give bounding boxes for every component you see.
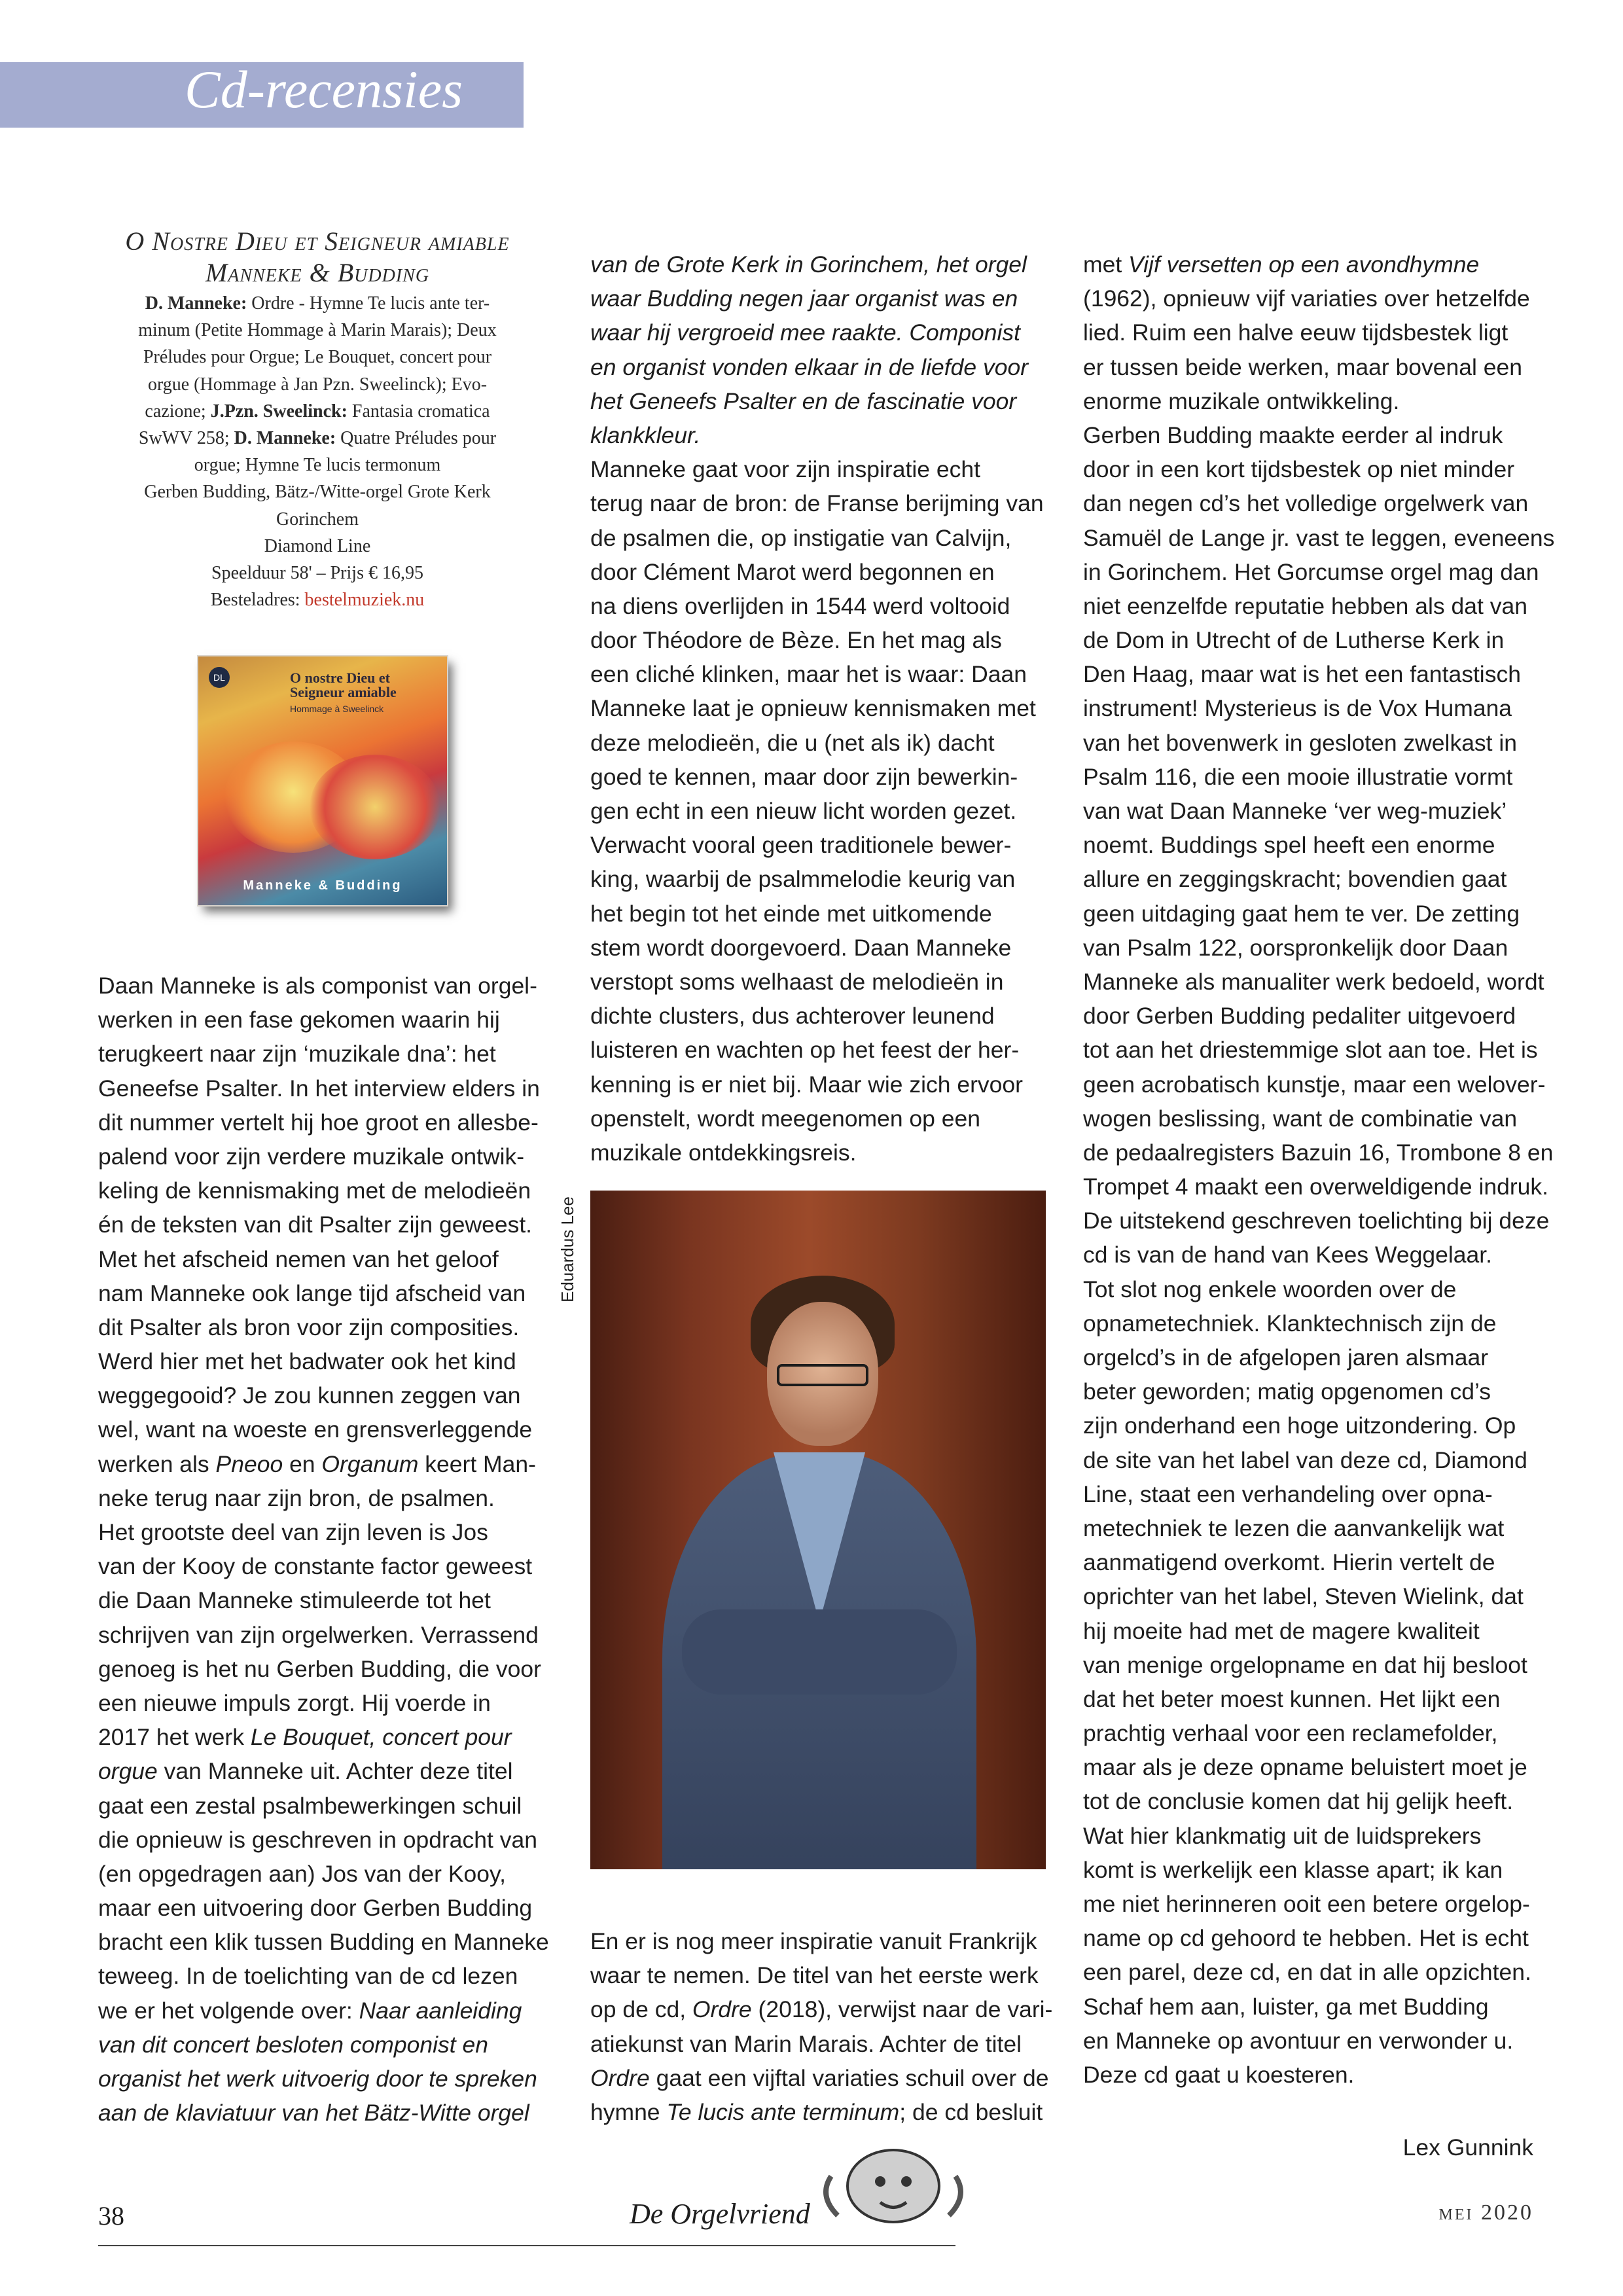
text-line: klankkleur. (590, 422, 701, 448)
text-line: openstelt, wordt meegenomen op een (590, 1105, 981, 1132)
text-line: Den Haag, maar wat is het een fantastisch (1083, 661, 1521, 688)
text-line: dit nummer vertelt hij hoe groot en allesbe- (98, 1109, 539, 1136)
text-line: Daan Manneke is als componist van orgel- (98, 973, 537, 999)
text-line: wogen beslissing, want de combinatie van (1083, 1105, 1518, 1132)
cover-artist: Manneke & Budding (243, 878, 402, 893)
text-line: we er het volgende over: Naar aanleiding (98, 1997, 522, 2024)
text-line: dichte clusters, dus achterover leunend (590, 1003, 995, 1030)
text-line: dit Psalter als bron voor zijn composities. (98, 1314, 520, 1340)
text-line: muzikale ontdekkingsreis. (590, 1139, 857, 1166)
text-line: in Gorinchem. Het Gorcumse orgel mag dan (1083, 558, 1539, 585)
text-line: Manneke gaat voor zijn inspiratie echt (590, 456, 980, 483)
text-line: Schaf hem aan, luister, ga met Budding (1083, 1993, 1489, 2020)
column-2-text-top (590, 247, 1044, 1170)
text-line: atiekunst van Marin Marais. Achter de titel (590, 2030, 1022, 2057)
text-line: me niet herinneren ooit een betere orgelop- (1083, 1891, 1530, 1917)
text-line: het begin tot het einde met uitkomende (590, 900, 992, 927)
text-line: schrijven van zijn orgelwerken. Verrassend (98, 1621, 539, 1648)
text-line: werken in een fase gekomen waarin hij (98, 1007, 500, 1033)
text-line: Samuël de Lange jr. vast te leggen, eveneens (1083, 524, 1555, 551)
text-line: lied. Ruim een halve eeuw tijdsbestek ligt (1083, 319, 1508, 346)
text-line: nam Manneke ook lange tijd afscheid van (98, 1280, 526, 1306)
text-line: bracht een klik tussen Budding en Manneke (98, 1929, 549, 1956)
text-line: door Clément Marot werd begonnen en (590, 558, 995, 585)
text-line: cd is van de hand van Kees Weggelaar. (1083, 1242, 1492, 1268)
text-line: op de cd, Ordre (2018), verwijst naar de vari- (590, 1996, 1053, 2023)
cd-cover (198, 656, 447, 905)
text-line: 2017 het werk Le Bouquet, concert pour (98, 1724, 512, 1751)
text-line: maar een uitvoering door Gerben Budding (98, 1895, 533, 1922)
issue-date: mei 2020 (1438, 2200, 1533, 2225)
text-line: een cliché klinken, maar het is waar: Daan (590, 661, 1027, 688)
text-line: van de Grote Kerk in Gorinchem, het orgel (590, 251, 1027, 278)
text-line: Gerben Budding maakte eerder al indruk (1083, 422, 1503, 448)
text-line: door Théodore de Bèze. En het mag als (590, 627, 1002, 654)
text-line: hij moeite had met de magere kwaliteit (1083, 1617, 1480, 1644)
text-line: de Dom in Utrecht of de Lutherse Kerk in (1083, 627, 1505, 654)
text-line: dat het beter moest kunnen. Het lijkt een (1083, 1685, 1501, 1712)
text-line: en organist vonden elkaar in de liefde voor (590, 353, 1029, 380)
text-line: de pedaalregisters Bazuin 16, Trombone 8 en (1083, 1139, 1554, 1166)
review-title: O Nostre Dieu et Seigneur amiable Manneke & Budding (125, 226, 510, 287)
text-line: maar als je deze opname beluistert moet je (1083, 1754, 1527, 1781)
text-line: orgue van Manneke uit. Achter deze titel (98, 1758, 513, 1785)
text-line: er tussen beide werken, maar bovenal een (1083, 353, 1522, 380)
text-line: name op cd gehoord te hebben. Het is echt (1083, 1925, 1529, 1952)
text-line: oprichter van het label, Steven Wielink, dat (1083, 1583, 1524, 1610)
text-line: van wat Daan Manneke ‘ver weg-muziek’ (1083, 798, 1507, 824)
text-line: geen uitdaging gaat hem te ver. De zetting (1083, 900, 1520, 927)
text-line: Wat hier klankmatig uit de luidsprekers (1083, 1822, 1482, 1849)
text-line: stem wordt doorgevoerd. Daan Manneke (590, 934, 1012, 961)
text-line: aanmatigend overkomt. Hierin vertelt de (1083, 1549, 1495, 1576)
text-line: een parel, deze cd, en dat in alle opzichten. (1083, 1959, 1531, 1986)
magazine-name: De Orgelvriend (630, 2198, 810, 2230)
column-2-text-bottom (590, 1924, 1052, 2129)
photo-credit: Eduardus Lee (558, 1196, 577, 1302)
text-line: een nieuwe impuls zorgt. Hij voerde in (98, 1689, 491, 1716)
text-line: door Gerben Budding pedaliter uitgevoerd (1083, 1003, 1516, 1030)
text-line: Werd hier met het badwater ook het kind (98, 1348, 516, 1375)
text-line: door in een kort tijdsbestek op niet minder (1083, 456, 1515, 483)
text-line: terug naar de bron: de Franse berijming van (590, 490, 1044, 517)
text-line: Manneke laat je opnieuw kennismaken met (590, 695, 1036, 722)
text-line: Trompet 4 maakt een overweldigende indruk. (1083, 1174, 1549, 1200)
review-header (98, 226, 537, 613)
text-line: keling de kennismaking met de melodieën (98, 1177, 531, 1204)
text-line: wel, want na woeste en grensverleggende (98, 1416, 533, 1443)
label-logo-icon: DL (209, 667, 230, 688)
text-line: geen acrobatisch kunstje, maar een welover- (1083, 1071, 1546, 1098)
text-line: en Manneke op avontuur en verwonder u. (1083, 2027, 1514, 2054)
section-title: Cd-recensies (185, 60, 463, 119)
text-line: Psalm 116, die een mooie illustratie vormt (1083, 763, 1513, 790)
text-line: komt is werkelijk een klasse apart; ik kan (1083, 1856, 1503, 1883)
text-line: neke terug naar zijn bron, de psalmen. (98, 1484, 495, 1511)
text-line: waar hij vergroeid mee raakte. Componist (590, 319, 1021, 346)
text-line: Verwacht vooral geen traditionele bewer- (590, 832, 1012, 859)
text-line: Geneefse Psalter. In het interview elders in (98, 1075, 540, 1102)
text-line: organist het werk uitvoerig door te spreken (98, 2066, 537, 2092)
page-number: 38 (98, 2201, 124, 2231)
text-line: dan negen cd’s het volledige orgelwerk van (1083, 490, 1529, 517)
footer-divider (98, 2245, 955, 2246)
text-line: niet eenzelfde reputatie hebben als dat van (1083, 592, 1527, 619)
text-line: instrument! Mysterieus is de Vox Humana (1083, 695, 1512, 722)
cover-title: O nostre Dieu et Seigneur amiable (290, 670, 397, 700)
author-name: Lex Gunnink (1402, 2134, 1533, 2161)
text-line: En er is nog meer inspiratie vanuit Frankrijk (590, 1928, 1037, 1954)
text-line: tot aan het driestemmige slot aan toe. Het is (1083, 1037, 1538, 1064)
text-line: prachtig verhaal voor een reclamefolder, (1083, 1720, 1498, 1747)
text-line: Met het afscheid nemen van het geloof (98, 1246, 499, 1272)
text-line: De uitstekend geschreven toelichting bij deze (1083, 1208, 1550, 1234)
text-line: opnametechniek. Klanktechnisch zijn de (1083, 1310, 1497, 1336)
text-line: goed te kennen, maar door zijn bewerkin- (590, 763, 1018, 790)
text-line: de psalmen die, op instigatie van Calvijn, (590, 524, 1012, 551)
text-line: het Geneefs Psalter en de fascinatie voor (590, 387, 1017, 414)
text-line: genoeg is het nu Gerben Budding, die voor (98, 1655, 541, 1682)
text-line: (1962), opnieuw vijf variaties over hetzelfde (1083, 285, 1530, 312)
text-line: van het bovenwerk in gesloten zwelkast in (1083, 729, 1518, 756)
text-line: (en opgedragen aan) Jos van der Kooy, (98, 1860, 506, 1887)
text-line: kenning is er niet bij. Maar wie zich ervoor (590, 1071, 1023, 1098)
text-line: king, waarbij de psalmmelodie keurig van (590, 866, 1016, 893)
text-line: enorme muzikale ontwikkeling. (1083, 387, 1400, 414)
text-line: palend voor zijn verdere muzikale ontwik- (98, 1143, 525, 1170)
text-line: deze melodieën, die u (net als ik) dacht (590, 729, 995, 756)
text-line: van Psalm 122, oorspronkelijk door Daan (1083, 934, 1508, 961)
organ-ornament-icon (812, 2137, 975, 2235)
text-line: luisteren en wachten op het feest der her- (590, 1037, 1020, 1064)
text-line: van der Kooy de constante factor geweest (98, 1553, 533, 1580)
text-line: Het grootste deel van zijn leven is Jos (98, 1519, 488, 1545)
text-line: waar te nemen. De titel van het eerste werk (590, 1962, 1039, 1989)
text-line: met Vijf versetten op een avondhymne (1083, 251, 1480, 278)
text-line: Line, staat een verhandeling over opna- (1083, 1480, 1493, 1507)
order-link[interactable]: bestelmuziek.nu (304, 590, 425, 611)
text-line: verstopt soms welhaast de melodieën in (590, 968, 1004, 995)
text-line: aan de klaviatuur van het Bätz-Witte orgel (98, 2100, 529, 2126)
text-line: én de teksten van dit Psalter zijn geweest. (98, 1211, 533, 1238)
text-line: Deze cd gaat u koesteren. (1083, 2061, 1355, 2088)
column-3-text (1083, 247, 1554, 2092)
portrait-photo (590, 1191, 1046, 1869)
text-line: noemt. Buddings spel heeft een enorme (1083, 832, 1495, 859)
text-line: Tot slot nog enkele woorden over de (1083, 1276, 1457, 1302)
text-line: beter geworden; matig opgenomen cd’s (1083, 1378, 1491, 1405)
text-line: metechniek te lezen die aanvankelijk wat (1083, 1515, 1505, 1541)
text-line: van menige orgelopname en dat hij besloot (1083, 1651, 1527, 1678)
text-line: allure en zeggingskracht; bovendien gaat (1083, 866, 1507, 893)
review-details: D. Manneke: Ordre - Hymne Te lucis ante ter- minum (Petite Hommage à Marin Marais); Deux Préludes pour Orgue; Le Bouquet, concert pour orgue (Hommage à Jan Pzn. Sweelinck); Evo- cazione; J.Pzn. Sweelinck: Fantasia cromatica SwWV 258; D. Manneke: Quatre Préludes pour orgue; Hymne Te lucis termonum Gerben Budding, Bätz-/Witte-orgel Grote Kerk Gorinchem Diamond Line Speelduur 58' – Prijs € 16,95 Besteladres: bestelmuziek.nu (138, 293, 497, 611)
cover-subtitle: Hommage à Sweelinck (290, 704, 384, 714)
column-1-text (98, 969, 549, 2130)
text-line: Ordre gaat een vijftal variaties schuil over de (590, 2064, 1049, 2091)
text-line: Manneke als manualiter werk bedoeld, wordt (1083, 968, 1544, 995)
text-line: gaat een zestal psalmbewerkingen schuil (98, 1792, 522, 1819)
text-line: teweeg. In de toelichting van de cd lezen (98, 1963, 518, 1990)
text-line: de site van het label van deze cd, Diamond (1083, 1446, 1527, 1473)
text-line: hymne Te lucis ante terminum; de cd besluit (590, 2098, 1043, 2125)
text-line: gen echt in een nieuw licht worden gezet. (590, 798, 1017, 824)
text-line: zijn onderhand een hoge uitzondering. Op (1083, 1412, 1516, 1439)
text-line: van dit concert besloten componist en (98, 2031, 488, 2058)
text-line: terugkeert naar zijn ‘muzikale dna’: het (98, 1041, 496, 1067)
text-line: na diens overlijden in 1544 werd voltooid (590, 592, 1010, 619)
text-line: werken als Pneoo en Organum keert Man- (98, 1450, 536, 1477)
text-line: die opnieuw is geschreven in opdracht van (98, 1826, 537, 1853)
text-line: weggegooid? Je zou kunnen zeggen van (98, 1382, 521, 1409)
text-line: die Daan Manneke stimuleerde tot het (98, 1587, 491, 1614)
text-line: orgelcd’s in de afgelopen jaren alsmaar (1083, 1344, 1489, 1371)
text-line: tot de conclusie komen dat hij gelijk heeft. (1083, 1788, 1514, 1815)
text-line: waar Budding negen jaar organist was en (590, 285, 1018, 312)
